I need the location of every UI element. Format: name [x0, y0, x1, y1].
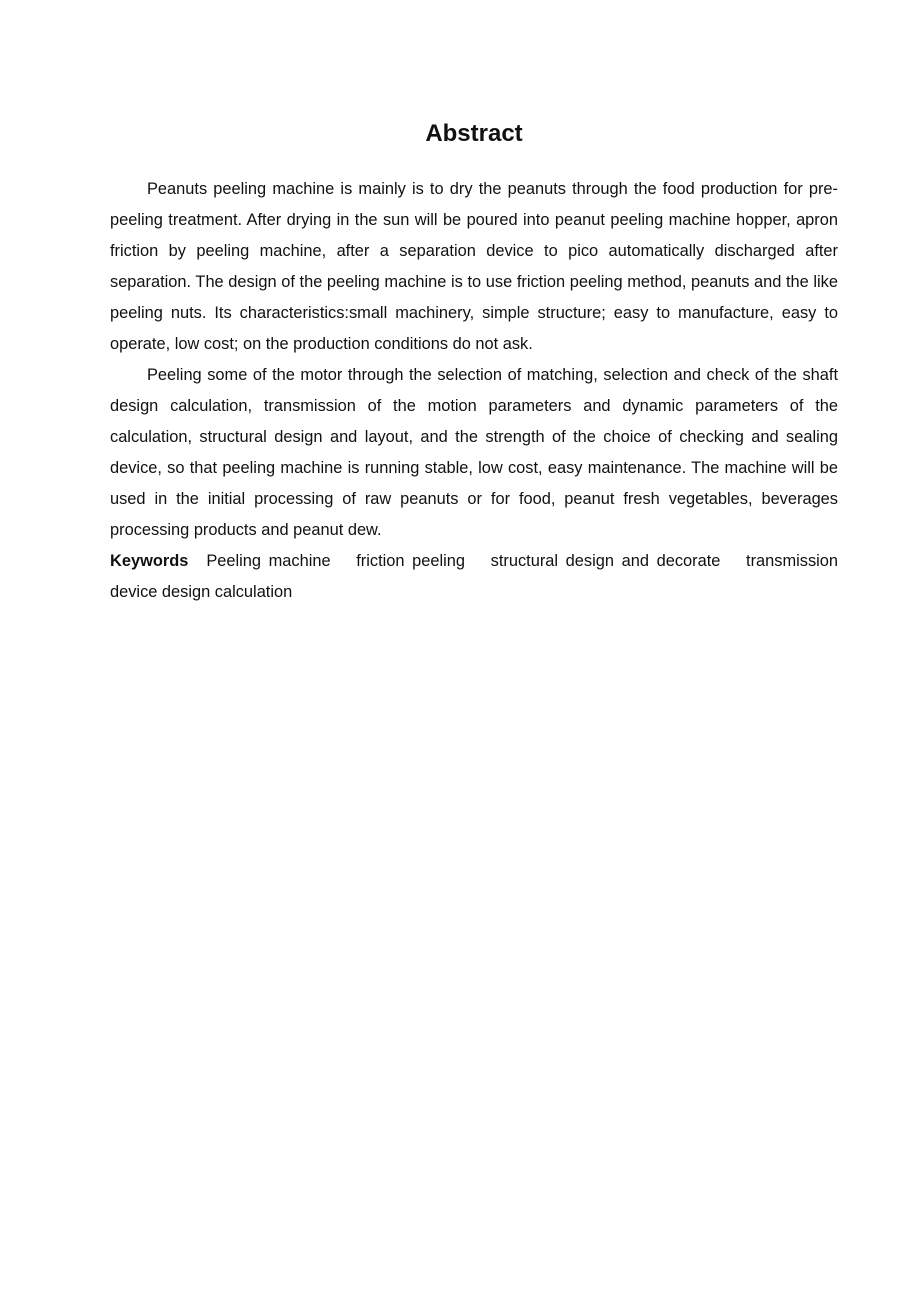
- keyword-item: transmission device design calculation: [110, 552, 839, 601]
- abstract-paragraph-1: Peanuts peeling machine is mainly is to dry the peanuts through the food production for pre-peeling treatment. After drying in the sun will be poured into peanut peeling machine hopper, apron friction by peeling machine, after a separation device to pico automatically discharged after separation. The design of the peeling machine is to use friction peeling method, peanuts and the like peeling nuts. Its characteristics:small machinery, simple structure; easy to manufacture, easy to operate, low cost; on the production conditions do not ask.: [110, 180, 838, 353]
- keywords-line: [110, 546, 838, 608]
- keyword-item: structural design and decorate: [490, 552, 721, 570]
- keyword-item: friction peeling: [356, 552, 466, 570]
- abstract-paragraph-2: Peeling some of the motor through the selection of matching, selection and check of the shaft design calculation, transmission of the motion parameters and dynamic parameters of the calculation, structural design and layout, and the strength of the choice of checking and sealing device, so that peeling machine is running stable, low cost, easy maintenance. The machine will be used in the initial processing of raw peanuts or for food, peanut fresh vegetables, beverages processing products and peanut dew.: [110, 366, 838, 539]
- keywords-label: Keywords: [110, 552, 189, 570]
- abstract-section: [110, 118, 838, 608]
- keyword-item: Peeling machine: [206, 552, 331, 570]
- abstract-body: [110, 174, 838, 608]
- abstract-title: Abstract: [425, 120, 523, 147]
